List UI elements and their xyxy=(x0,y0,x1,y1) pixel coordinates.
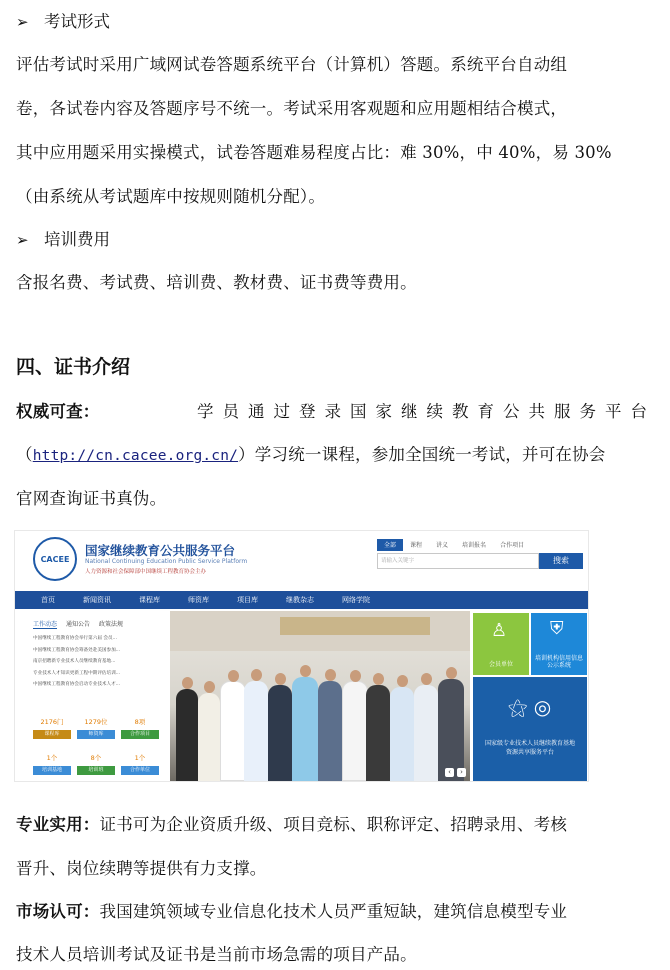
site-subtitle-en: National Continuing Education Public Service Platform xyxy=(85,558,248,565)
news-tab-work[interactable]: 工作动态 xyxy=(33,621,58,628)
person-figure xyxy=(390,687,414,781)
news-tab-notice[interactable]: 通知公告 xyxy=(66,621,91,628)
exam-form-line-3: 其中应用题采用实操模式，试卷答题难易程度占比：难 30%，中 40%，易 30% xyxy=(16,143,612,162)
person-figure xyxy=(342,681,368,781)
photo-next-arrow-icon[interactable]: › xyxy=(457,768,466,777)
search-tab-all[interactable]: 全部 xyxy=(377,539,403,551)
nav-news[interactable]: 新闻资讯 xyxy=(83,596,111,604)
professional-line-1: 专业实用：证书可为企业资质升级、项目竞标、职称评定、招聘录用、考核 xyxy=(16,815,568,834)
nav-online-college[interactable]: 网络学院 xyxy=(342,596,370,604)
search-tabs xyxy=(377,539,531,551)
person-figure xyxy=(366,685,390,781)
stat-class-button[interactable]: 培训班 xyxy=(77,766,115,775)
education-base-tile[interactable]: ⚝ ◎ 国家级专业技术人员继续教育基地资源共享服务平台 xyxy=(473,677,587,781)
nav-projects[interactable]: 项目库 xyxy=(237,596,258,604)
news-item[interactable]: 中国继续工程教育协会举行第六届 会员... xyxy=(33,636,117,641)
training-fee-text: 含报名费、考试费、培训费、教材费、证书费等费用。 xyxy=(16,273,417,292)
person-figure xyxy=(318,681,342,781)
search-tab-project[interactable]: 合作项目 xyxy=(500,542,525,549)
platform-url-link[interactable]: http://cn.cacee.org.cn/ xyxy=(32,448,239,464)
search-input[interactable]: 请输入关键字 xyxy=(377,553,539,569)
search-tab-handout[interactable]: 讲义 xyxy=(436,542,449,549)
news-tab-policy[interactable]: 政策法规 xyxy=(99,621,124,628)
people-icon: ♙ xyxy=(491,620,508,641)
person-figure xyxy=(220,681,246,781)
person-figure xyxy=(268,685,292,781)
group-photo xyxy=(170,611,470,781)
site-subtitle-cn: 人力资源和社会保障部中国继续工程教育协会主办 xyxy=(85,569,207,575)
person-figure xyxy=(414,685,438,781)
section-title: 四、证书介绍 xyxy=(16,356,131,378)
search-tab-signup[interactable]: 培训报名 xyxy=(462,542,487,549)
news-item[interactable]: 专业技术人才知识更新工程中期评估培训... xyxy=(33,670,121,676)
authority-line-3: 官网查询证书真伪。 xyxy=(16,489,167,508)
news-item[interactable]: 中国继续工程教育协会启动专业技术人才... xyxy=(33,682,121,687)
stats-row-1: 2176门 课程库 1279位 师资库 8项 合作项目 xyxy=(33,717,159,739)
search-tab-course[interactable]: 课程 xyxy=(410,542,423,549)
market-line-1: 市场认可：我国建筑领域专业信息化技术人员严重短缺，建筑信息模型专业 xyxy=(16,902,568,921)
platform-screenshot xyxy=(14,530,589,782)
site-nav xyxy=(15,591,588,609)
stat-teacher-button[interactable]: 师资库 xyxy=(77,730,115,739)
stat-partner-button[interactable]: 合作单位 xyxy=(121,766,159,775)
authority-label: 权威可查： xyxy=(16,402,100,421)
stat-base-button[interactable]: 培训基地 xyxy=(33,766,71,775)
news-list xyxy=(33,633,161,691)
site-title: 国家继续教育公共服务平台 xyxy=(85,543,236,558)
market-label: 市场认可： xyxy=(16,902,100,921)
arrow-bullet-icon: ➢ xyxy=(16,13,29,31)
news-item[interactable]: 南京招聘新专业技术人员继续教育基地... xyxy=(33,659,116,664)
authority-line-2: （http://cn.cacee.org.cn/）学习统一课程，参加全国统一考试，并可在协会 xyxy=(16,445,606,464)
authority-text: 学员通过登录国家继续教育公共服务平台 xyxy=(197,402,656,421)
credit-system-tile[interactable]: ⛨ 培训机构信用信息公示系统 xyxy=(531,613,587,675)
person-figure xyxy=(244,681,268,781)
cacee-logo: CACEE xyxy=(33,537,77,581)
stat-course-button[interactable]: 课程库 xyxy=(33,730,71,739)
news-item[interactable]: 中国继续工程教育协会筹备处赴美国参加... xyxy=(33,647,121,653)
site-header xyxy=(15,531,588,589)
search-button[interactable]: 搜索 xyxy=(539,553,583,569)
exam-form-line-1: 评估考试时采用广域网试卷答题系统平台（计算机）答题。系统平台自动组 xyxy=(16,55,568,74)
stats-row-2: 1个 培训基地 8个 培训班 1个 合作单位 xyxy=(33,753,159,775)
member-unit-tile[interactable]: ♙ 会员单位 xyxy=(473,613,529,675)
person-figure xyxy=(198,693,220,781)
exam-form-heading: ➢ 考试形式 xyxy=(16,12,110,31)
shield-check-icon: ⛨ xyxy=(550,618,564,639)
nav-teachers[interactable]: 师资库 xyxy=(188,596,209,604)
nav-magazine[interactable]: 继教杂志 xyxy=(286,596,314,604)
person-figure xyxy=(438,679,464,781)
market-line-2: 技术人员培训考试及证书是当前市场急需的项目产品。 xyxy=(16,945,417,964)
emblem-icon: ⚝ ◎ xyxy=(508,695,552,719)
photo-prev-arrow-icon[interactable]: ‹ xyxy=(445,768,454,777)
person-figure xyxy=(292,677,318,781)
exam-form-line-4: （由系统从考试题库中按规则随机分配）。 xyxy=(16,187,326,206)
news-panel xyxy=(15,613,167,781)
professional-line-2: 晋升、岗位续聘等提供有力支撑。 xyxy=(16,859,267,878)
arrow-bullet-icon: ➢ xyxy=(16,231,29,249)
nav-courses[interactable]: 课程库 xyxy=(139,596,160,604)
exam-form-line-2: 卷，各试卷内容及答题序号不统一。考试采用客观题和应用题相结合模式， xyxy=(16,99,568,118)
training-fee-heading: ➢ 培训费用 xyxy=(16,230,110,249)
person-figure xyxy=(176,689,198,781)
nav-home[interactable]: 首页 xyxy=(41,596,55,604)
stat-project-button[interactable]: 合作项目 xyxy=(121,730,159,739)
authority-line-1 xyxy=(16,398,656,422)
professional-label: 专业实用： xyxy=(16,815,100,834)
